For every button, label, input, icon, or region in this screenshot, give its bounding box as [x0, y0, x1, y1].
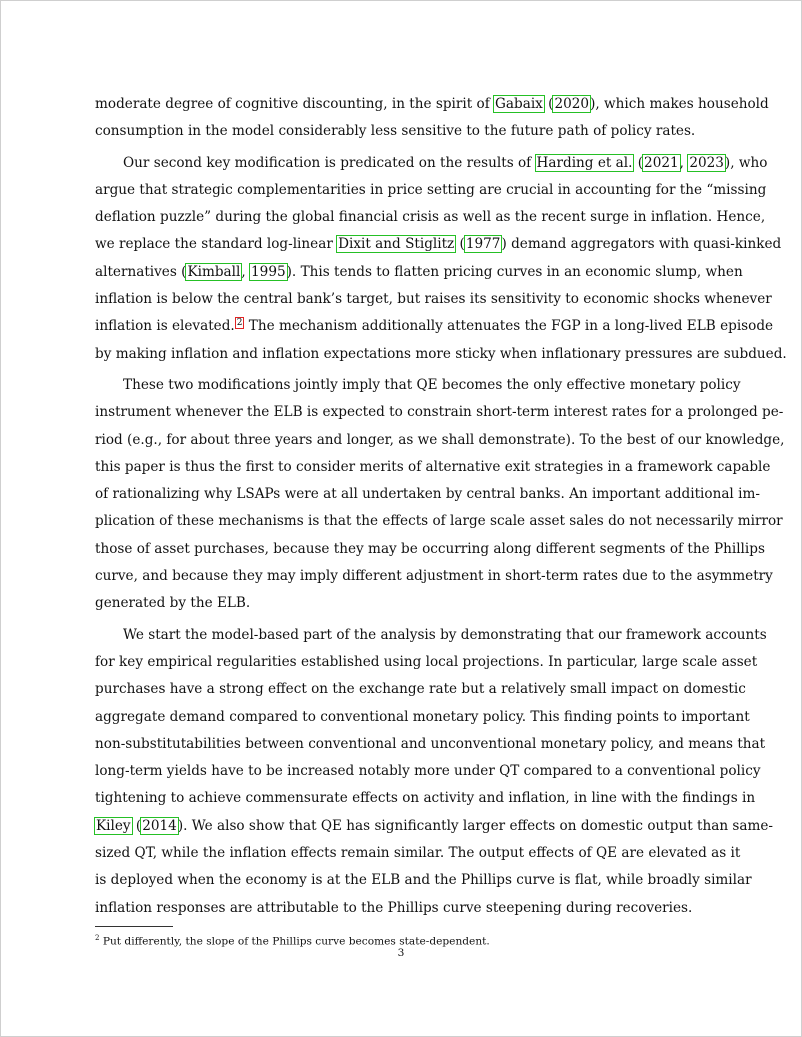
- text-run: ). This tends to flatten pricing curves in an economic slump, when: [286, 263, 743, 280]
- text-run: instrument whenever the ELB is expected to constrain short-term interest rates for a prolonged pe-: [95, 404, 784, 421]
- text-run: aggregate demand compared to conventional monetary policy. This finding points to important: [95, 708, 750, 725]
- text-line: [95, 563, 773, 590]
- text-run: consumption in the model considerably less sensitive to the future path of policy rates.: [95, 123, 696, 140]
- text-line: [95, 399, 784, 426]
- text-run: plication of these mechanisms is that the effects of large scale asset sales do not necessarily mirror: [95, 513, 783, 530]
- text-run: alternatives (: [95, 263, 187, 280]
- footnote-text: Put differently, the slope of the Phillips curve becomes state-dependent.: [99, 935, 490, 948]
- body-text: [95, 91, 787, 922]
- text-run: ), who: [724, 154, 768, 171]
- text-run: we replace the standard log-linear: [95, 236, 338, 253]
- text-run: We start the model-based part of the analysis by demonstrating that our framework accounts: [123, 626, 767, 643]
- text-run: The mechanism additionally attenuates the FGP in a long-lived ELB episode: [244, 318, 774, 335]
- text-line: [95, 286, 772, 313]
- page-number: 3: [397, 947, 405, 959]
- text-run: ) demand aggregators with quasi-kinked: [501, 236, 782, 253]
- text-run: for key empirical regularities established using local projections. In particular, large scale asset: [95, 653, 758, 670]
- citation-link[interactable]: Gabaix: [495, 96, 543, 112]
- footnote-ref-link[interactable]: 2: [236, 317, 243, 328]
- text-line: [95, 118, 707, 145]
- text-line: [95, 341, 787, 368]
- text-run: inflation is elevated.: [95, 318, 235, 335]
- text-run: ). We also show that QE has significantly larger effects on domestic output than same-: [177, 817, 774, 834]
- text-line: [95, 785, 756, 812]
- text-run: ), which makes household: [590, 96, 769, 112]
- text-line: [95, 590, 707, 617]
- text-run: argue that strategic complementarities in price setting are crucial in accounting for the “missing: [95, 181, 767, 198]
- text-line: [95, 481, 760, 508]
- text-run: ,: [679, 154, 689, 171]
- footnote: [95, 931, 490, 949]
- text-line: [95, 150, 768, 177]
- text-run: deflation puzzle” during the global financial crisis as well as the recent surge in inflation. Hence,: [95, 209, 766, 226]
- text-run: (: [455, 236, 465, 253]
- paragraph: [95, 150, 787, 368]
- text-line: [95, 177, 767, 204]
- text-run: those of asset purchases, because they may be occurring along different segments of the Phillips: [95, 540, 765, 557]
- text-run: (: [633, 154, 644, 171]
- text-line: [95, 813, 774, 840]
- text-run: (: [131, 817, 142, 834]
- text-run: this paper is thus the first to consider merits of alternative exit strategies in a framework capable: [95, 458, 771, 475]
- paragraph: [95, 91, 769, 146]
- text-run: (: [543, 96, 554, 112]
- text-run: These two modifications jointly imply that QE becomes the only effective monetary policy: [123, 376, 741, 393]
- citation-link[interactable]: Harding et al.: [536, 154, 633, 171]
- text-run: inflation responses are attributable to the Phillips curve steepening during recoveries.: [95, 899, 693, 916]
- footnote-mark: 2: [95, 934, 100, 942]
- text-line: [95, 622, 767, 649]
- text-run: long-term yields have to be increased notably more under QT compared to a conventional policy: [95, 763, 761, 780]
- citation-link[interactable]: Dixit and Stiglitz: [338, 236, 455, 253]
- text-run: curve, and because they may imply different adjustment in short-term rates due to the asymmetry: [95, 568, 773, 585]
- text-line: [95, 427, 785, 454]
- text-line: [95, 372, 741, 399]
- text-run: non-substitutabilities between conventional and unconventional monetary policy, and means that: [95, 735, 766, 752]
- citation-link[interactable]: Kimball: [187, 263, 241, 280]
- text-line: [95, 758, 761, 785]
- text-line: [95, 895, 707, 922]
- citation-link[interactable]: 2014: [142, 817, 177, 834]
- citation-link[interactable]: 1977: [465, 236, 501, 253]
- text-line: [95, 536, 765, 563]
- text-line: [95, 91, 769, 118]
- text-line: [95, 508, 783, 535]
- text-run: of rationalizing why LSAPs were at all undertaken by central banks. An important additional im-: [95, 486, 760, 503]
- text-run: sized QT, while the inflation effects remain similar. The output effects of QE are elevated as it: [95, 845, 741, 862]
- text-line: [95, 649, 758, 676]
- text-run: inflation is below the central bank’s target, but raises its sensitivity to economic shocks whenever: [95, 291, 772, 308]
- text-line: [95, 204, 766, 231]
- text-line: [95, 231, 782, 258]
- text-line: [95, 840, 741, 867]
- text-run: purchases have a strong effect on the exchange rate but a relatively small impact on domestic: [95, 681, 746, 698]
- citation-link[interactable]: 1995: [251, 263, 286, 280]
- footnote-rule: [95, 926, 173, 927]
- text-run: moderate degree of cognitive discounting, in the spirit of: [95, 96, 495, 112]
- citation-link[interactable]: 2020: [554, 96, 590, 112]
- text-line: [95, 704, 750, 731]
- text-line: [95, 676, 746, 703]
- paragraph: [95, 622, 774, 922]
- citation-link[interactable]: Kiley: [96, 817, 131, 834]
- text-line: [95, 454, 771, 481]
- text-run: by making inflation and inflation expectations more sticky when inflationary pressures are subdued.: [95, 345, 787, 362]
- text-run: is deployed when the economy is at the ELB and the Phillips curve is flat, while broadly similar: [95, 872, 752, 889]
- text-line: [95, 731, 766, 758]
- text-run: ,: [241, 263, 251, 280]
- citation-link[interactable]: 2021: [644, 154, 679, 171]
- text-line: [95, 867, 752, 894]
- citation-link[interactable]: 2023: [689, 154, 724, 171]
- text-line: [95, 259, 743, 286]
- text-run: generated by the ELB.: [95, 595, 251, 612]
- text-run: tightening to achieve commensurate effects on activity and inflation, in line with the findings in: [95, 790, 756, 807]
- text-run: riod (e.g., for about three years and longer, as we shall demonstrate). To the best of our knowledge,: [95, 431, 785, 448]
- text-line: [95, 313, 774, 340]
- text-run: Our second key modification is predicated on the results of: [123, 154, 536, 171]
- paragraph: [95, 372, 785, 618]
